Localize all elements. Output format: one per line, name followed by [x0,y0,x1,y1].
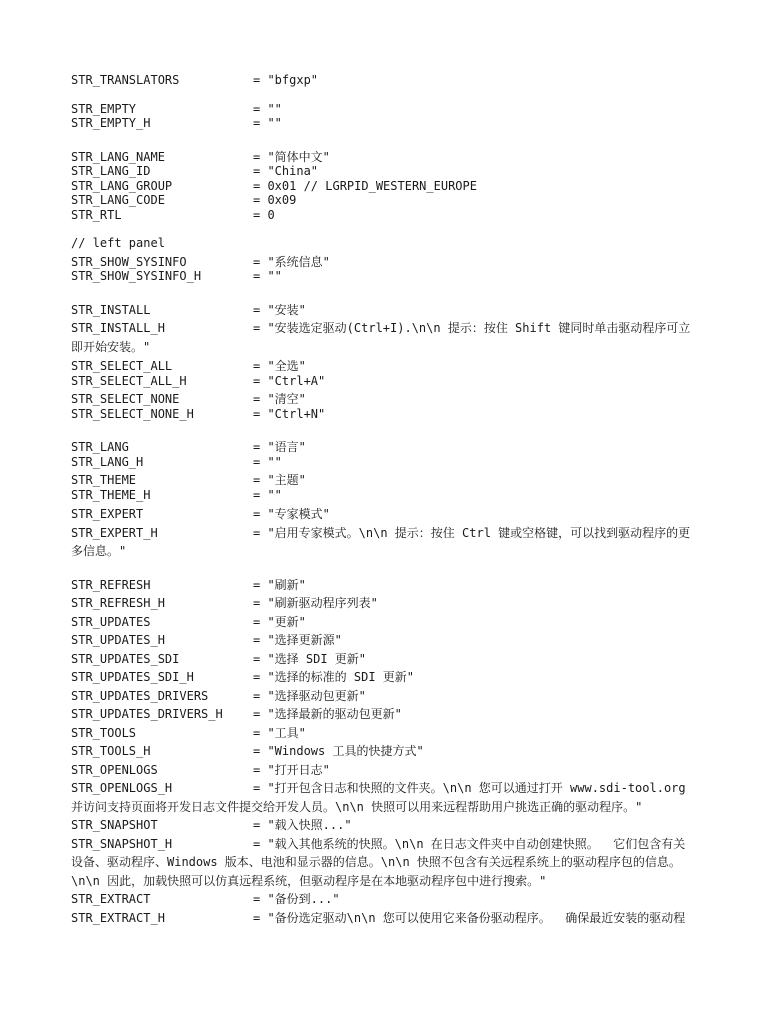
entry-str-updates-drivers-h [71,706,695,724]
entry-value: = "打开日志" [253,762,330,777]
entry-key: STR_INSTALL [71,302,151,317]
entry-value: = "刷新驱动程序列表" [253,596,378,610]
entry-str-updates-sdi [71,651,695,669]
entry-str-select-all-h [71,373,695,391]
entry-value: = "Ctrl+N" [253,406,326,421]
entry-str-extract-h [71,910,695,928]
entry-value: = "系统信息" [253,254,330,269]
entry-key: STR_EXPERT_H [71,525,158,540]
entry-continuation: 设备、驱动程序、Windows 版本、电池和显示器的信息。\n\n 快照不包含有关远程系统上的驱动程序包的信息。 [71,855,681,869]
entry-str-tools-h [71,743,695,761]
entry-key: STR_LANG_CODE [71,193,165,207]
entry-str-updates [71,614,695,632]
entry-value: = "刷新" [253,577,306,592]
entry-value: = "工具" [253,725,306,740]
entry-key: STR_SHOW_SYSINFO [71,254,187,269]
entry-key: STR_OPENLOGS_H [71,781,173,795]
entry-value: = "选择驱动包更新" [253,688,366,703]
entry-str-openlogs-h [71,780,695,798]
entry-key: STR_SELECT_NONE [71,392,180,406]
entry-continuation: 即开始安装。" [71,339,151,354]
entry-str-snapshot-h [71,836,695,854]
entry-value: = "备份选定驱动\n\n 您可以使用它来备份驱动程序。 确保最近安装的驱动程 [253,910,686,925]
entry-value: = "" [253,269,282,283]
entry-value: = 0 [253,207,275,222]
entry-key: STR_THEME_H [71,487,151,502]
entry-value: = "打开包含日志和快照的文件夹。\n\n 您可以通过打开 www.sdi-tool.org [253,781,686,795]
entry-value: = "主题" [253,473,306,487]
entry-key: STR_SELECT_ALL [71,359,173,373]
entry-key: STR_UPDATES_DRIVERS_H [71,707,223,721]
entry-str-empty-h [71,115,695,133]
entry-value: = "语言" [253,440,306,454]
entry-key: STR_LANG_NAME [71,149,165,164]
entry-key: STR_SNAPSHOT_H [71,836,173,851]
entry-key: STR_TOOLS_H [71,744,151,758]
entry-value: = "Windows 工具的快捷方式" [253,744,424,758]
entry-value: = "选择更新源" [253,633,342,647]
entry-str-install [71,302,695,320]
entry-continuation: \n\n 因此，加载快照可以仿真远程系统，但驱动程序是在本地驱动程序包中进行搜索。" [71,873,547,888]
entry-value: = "China" [253,164,319,178]
entry-key: STR_RTL [71,207,122,222]
entry-value: = "专家模式" [253,507,330,521]
entry-key: STR_THEME [71,473,137,487]
entry-str-theme-h [71,487,695,505]
entry-value: = "备份到..." [253,892,340,906]
entry-continuation: 并访问支持页面将开发日志文件提交给开发人员。\n\n 快照可以用来远程帮助用户挑选正确的驱动程序。" [71,799,643,814]
entry-key: STR_OPENLOGS [71,762,158,777]
entry-key: STR_UPDATES_SDI [71,651,180,666]
entry-value: = "简体中文" [253,149,330,164]
entry-value: = "全选" [253,359,306,373]
entry-continuation: 多信息。" [71,544,127,558]
entry-str-refresh [71,577,695,595]
entry-key: STR_EXTRACT [71,892,151,906]
entry-value: = "" [253,101,282,116]
entry-key: STR_SHOW_SYSINFO_H [71,269,202,283]
entry-key: STR_LANG_H [71,454,144,469]
entry-str-extract [71,891,695,909]
entry-key: STR_REFRESH [71,577,151,592]
entry-key: STR_REFRESH_H [71,596,165,610]
entry-key: STR_LANG_ID [71,164,151,178]
entry-value: = "bfgxp" [253,73,319,87]
entry-value: = "选择的标准的 SDI 更新" [253,670,415,684]
entry-value: = "Ctrl+A" [253,373,326,388]
entry-value: = 0x09 [253,193,297,207]
entry-value: = "启用专家模式。\n\n 提示：按住 Ctrl 键或空格键，可以找到驱动程序的更 [253,525,691,540]
entry-value: = "更新" [253,614,306,629]
entry-value: = "安装" [253,302,306,317]
entry-value: = "" [253,454,282,469]
entry-value: = "选择 SDI 更新" [253,651,367,666]
entry-str-snapshot [71,817,695,835]
entry-key: STR_EXPERT [71,507,144,521]
entry-key: STR_TRANSLATORS [71,73,180,87]
entry-value: = "载入快照..." [253,818,352,832]
entry-str-refresh-h [71,595,695,613]
entry-key: STR_SNAPSHOT [71,818,158,832]
entry-str-install-h [71,320,695,338]
entry-str-show-sysinfo-h [71,268,695,286]
entry-value: = "" [253,487,282,502]
entry-value: = "清空" [253,392,306,406]
entry-value: = "选择最新的驱动包更新" [253,707,402,721]
entry-value: = "安装选定驱动(Ctrl+I).\n\n 提示：按住 Shift 键同时单击驱动程序可立 [253,321,691,335]
entry-value: = "" [253,116,282,130]
entry-key: STR_INSTALL_H [71,321,165,335]
entry-key: STR_UPDATES [71,614,151,629]
entry-value: = 0x01 // LGRPID_WESTERN_EUROPE [253,178,477,193]
entry-str-openlogs [71,762,695,780]
entry-key: STR_SELECT_NONE_H [71,406,194,421]
entry-str-lang-h [71,454,695,472]
entry-key: STR_EMPTY [71,101,137,116]
entry-str-updates-drivers [71,688,695,706]
entry-key: STR_UPDATES_SDI_H [71,670,194,684]
comment-left-panel: // left panel [71,236,165,250]
entry-str-updates-sdi-h [71,669,695,687]
entry-key: STR_EMPTY_H [71,116,151,130]
entry-key: STR_LANG [71,440,129,454]
entry-str-updates-h [71,632,695,650]
entry-str-expert [71,506,695,524]
entry-value: = "载入其他系统的快照。\n\n 在日志文件夹中自动创建快照。 它们包含有关 [253,836,686,851]
entry-key: STR_UPDATES_H [71,633,165,647]
entry-key: STR_UPDATES_DRIVERS [71,688,209,703]
entry-str-expert-h [71,525,695,543]
entry-str-select-none-h [71,406,695,424]
entry-key: STR_EXTRACT_H [71,910,165,925]
entry-str-rtl [71,207,695,225]
entry-key: STR_TOOLS [71,725,137,740]
entry-key: STR_LANG_GROUP [71,178,173,193]
entry-str-translators [71,72,695,90]
entry-key: STR_SELECT_ALL_H [71,373,187,388]
entry-str-tools [71,725,695,743]
document-body [71,72,695,927]
